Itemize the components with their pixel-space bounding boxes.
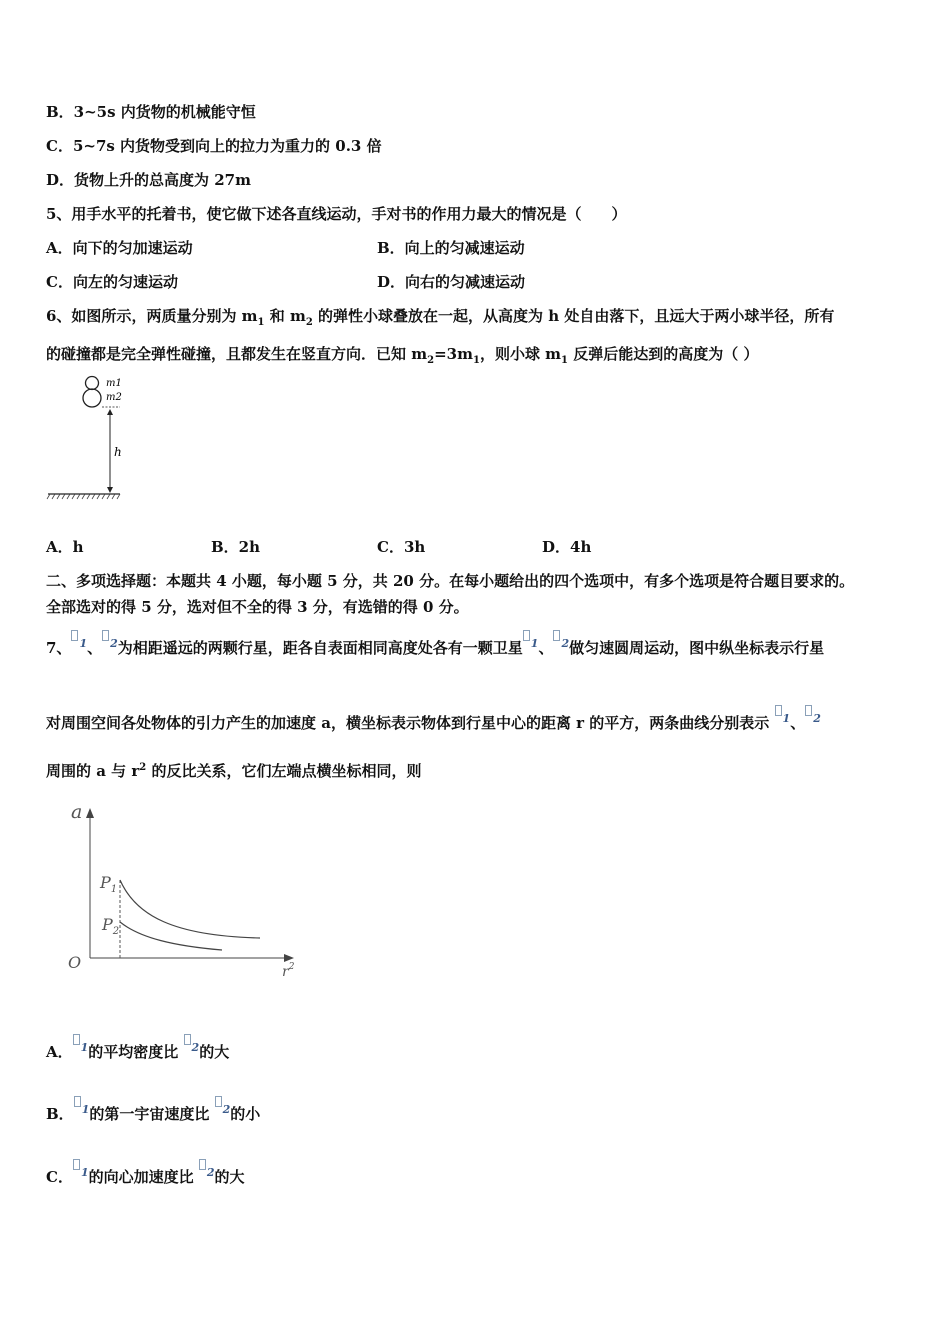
curve-p2 [120,922,222,950]
q7-option-c: C． $^1$的向心加速度比 $^2$的大 [46,1163,245,1187]
q6-option-a: A．h [46,538,84,556]
q7-option-b: B． $^1$的第一宇宙速度比 $^2$的小 [46,1100,260,1124]
section2-heading-line2: 全部选对的得 5 分，选对但不全的得 3 分，有选错的得 0 分。 [46,598,469,616]
q6-option-c: C．3h [377,538,426,556]
label-p2: $P_2$ [102,915,120,937]
q7-graph [64,798,304,980]
label-m2: m2 [106,392,122,403]
q4-option-d: D．货物上升的总高度为 27m [46,171,251,189]
q5-stem: 5、用手水平的托着书，使它做下述各直线运动，手对书的作用力最大的情况是（ ） [46,205,627,223]
q4-option-b: B．3~5s 内货物的机械能守恒 [46,103,256,121]
q5-option-d: D．向右的匀减速运动 [377,273,526,291]
label-p1: $P_1$ [100,873,118,895]
ball-m1 [86,377,99,390]
q7-stem-line3: 周围的 a 与 $r^2$ 的反比关系，它们左端点横坐标相同，则 [46,762,422,780]
q6-figure [44,374,134,506]
q6-stem-line1: 6、如图所示，两质量分别为 $m_1$ 和 $m_2$ 的弹性小球叠放在一起，从高度为 h 处自由落下，且远大于两小球半径，所有 [46,307,835,328]
q5-option-b: B．向上的匀减速运动 [377,239,525,257]
q5-option-a: A．向下的匀加速运动 [46,239,193,257]
q4-option-c: C．5~7s 内货物受到向上的拉力为重力的 0.3 倍 [46,137,382,155]
ball-m2 [83,389,101,407]
q7-option-a: A． $^1$的平均密度比 $^2$的大 [46,1038,229,1062]
label-m1: m1 [106,378,122,389]
origin-label: O [68,953,82,972]
q7-stem-line1: 7、 $^1$、 $^2$为相距遥远的两颗行星，距各自表面相同高度处各有一颗卫星 $^1$、 $^2$做匀速圆周运动，图中纵坐标表示行星 [46,634,824,658]
q6-option-b: B．2h [211,538,261,556]
x-axis-label: $r^2$ [282,962,295,980]
section2-heading-line1: 二、多项选择题：本题共 4 小题，每小题 5 分，共 20 分。在每小题给出的四个选项中，有多个选项是符合题目要求的。 [46,572,855,590]
curve-p1 [120,880,260,938]
q5-option-c: C．向左的匀速运动 [46,273,178,291]
q6-option-d: D．4h [542,538,592,556]
q6-stem-line2: 的碰撞都是完全弹性碰撞，且都发生在竖直方向．已知 $m_2=3m_1$，则小球 $m_1$ 反弹后能达到的高度为（ ） [46,345,759,366]
y-axis-label: a [71,801,83,823]
label-h: h [114,445,122,459]
q7-stem-line2: 对周围空间各处物体的引力产生的加速度 a，横坐标表示物体到行星中心的距离 r 的平方，两条曲线分别表示 $^1$、 $^2$ [46,709,821,733]
